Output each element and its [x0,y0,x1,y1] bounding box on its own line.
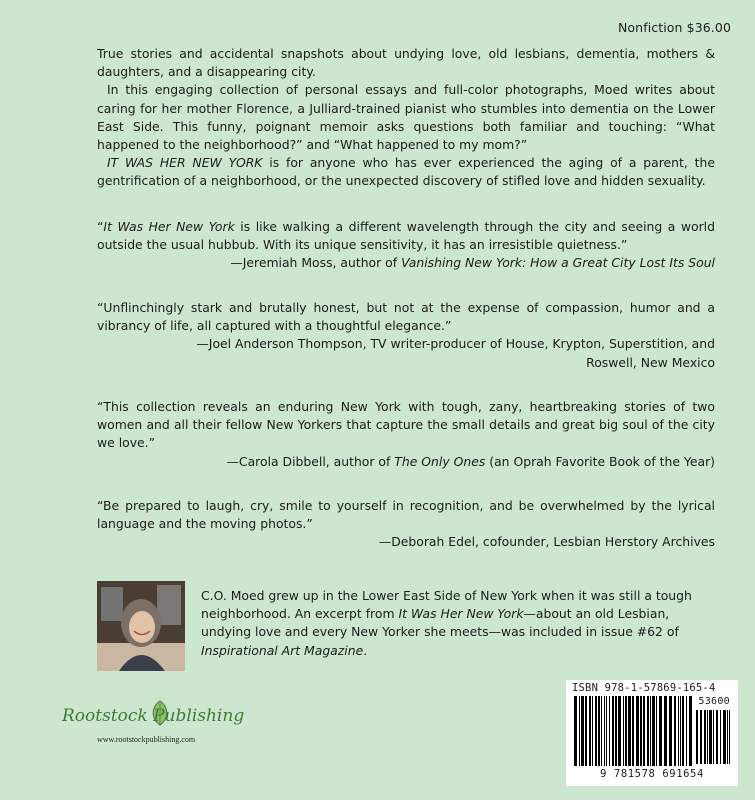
quote-text: “Be prepared to laugh, cry, smile to yourself in recognition, and be overwhelmed by the lyrical language and the moving photos.” [97,498,715,532]
barcode-bar [686,696,687,766]
barcode-bar [623,696,624,766]
barcode-bar [632,696,634,766]
barcode-bar [592,696,593,766]
barcode-addon-bars [696,710,732,764]
barcode-bar [652,696,655,766]
publisher-url: www.rootstockpublishing.com [97,735,196,744]
isbn-barcode [566,680,738,786]
publisher-name: Rootstock Publishing [62,706,245,726]
barcode-bar [650,696,651,766]
author-photo [97,581,185,671]
publisher-logo [62,700,262,748]
barcode-bar [700,710,702,764]
barcode-bar [664,696,667,766]
blurb-quote-moss [97,218,715,273]
barcode-bar [640,696,642,766]
barcode-bar [643,696,645,766]
barcode-bar [609,696,610,766]
barcode-bar [696,710,698,764]
barcode-bar [589,696,591,766]
barcode-bar [709,710,712,764]
barcode-bar [598,696,600,766]
barcode-bar [689,696,692,766]
barcode-bar [628,696,631,766]
barcode-bar [656,696,657,766]
barcode-bar [678,696,679,766]
author-portrait-image [97,581,185,671]
barcode-bar [713,710,714,764]
barcode-bar [720,710,721,764]
quote-text: “Unflinchingly stark and brutally honest, but not at the expense of compassion, humor and a vibrancy of life, all captured with a thoughtful elegance.” [97,300,715,334]
barcode-bar [585,696,587,766]
barcode-bar [723,710,726,764]
barcode-bar [636,696,639,766]
barcode-bar [606,696,607,766]
barcode-bar [604,696,605,766]
barcode-bar [615,696,617,766]
author-bio-text: C.O. Moed grew up in the Lower East Side of New York when it was still a tough neighborhood. An excerpt from It Was Her New York—about an old Lesbian, undying love and every New Yorker she meets—was included in issue #62 of Inspirational Art Magazine. [201,588,692,658]
price-label: Nonfiction $36.00 [617,20,731,35]
price-code: 53600 [698,696,730,707]
barcode-bar [579,696,580,766]
book-title-caps: IT WAS HER NEW YORK [107,155,263,171]
book-description [97,45,715,191]
barcode-bar [729,710,730,764]
quote-attribution-line-2: Roswell, New Mexico [586,354,715,370]
barcode-bar [601,696,602,766]
blurb-quote-thompson [97,299,715,372]
barcode-bar [581,696,584,766]
quote-attribution: —Jeremiah Moss, author of Vanishing New York: How a Great City Lost Its Soul [230,255,715,271]
barcode-bar [595,696,597,766]
barcode-bar [680,696,681,766]
blurb-quote-dibbell [97,398,715,471]
barcode-digits: 9 781578 691654 [600,768,704,780]
quote-attribution: —Deborah Edel, cofounder, Lesbian Herstory Archives [378,534,715,550]
author-bio [201,587,711,660]
description-paragraph-2: In this engaging collection of personal essays and full-color photographs, Moed writes about caring for her mother Florence, a Julliard-trained pianist who stumbles into dementia on the Lower East Side. This funny, poignant memoir asks questions both familiar and touching: “What happened to the neighborhood?” and “What happened to my mom?” [97,82,715,153]
barcode-bar [674,696,676,766]
barcode-bar [707,710,708,764]
description-paragraph-1: True stories and accidental snapshots about undying love, old lesbians, dementia, mothers & daughters, and a disappearing city. [97,46,715,80]
barcode-bars [574,696,694,766]
barcode-bar [574,696,577,766]
barcode-bar [682,696,684,766]
barcode-bar [669,696,672,766]
barcode-bar [618,696,621,766]
isbn-label: ISBN 978-1-57869-165-4 [572,682,716,694]
quote-text: “It Was Her New York is like walking a different wavelength through the city and seeing a world outside the usual hubbub. With its unique sensitivity, it has an irresistible quietness.” [97,219,715,253]
barcode-bar [716,710,718,764]
quote-attribution: —Carola Dibbell, author of The Only Ones (an Oprah Favorite Book of the Year) [226,453,715,469]
barcode-bar [625,696,627,766]
quote-attribution-line-1: —Joel Anderson Thompson, TV writer-producer of House, Krypton, Superstition, and [196,336,715,352]
description-paragraph-3: IT WAS HER NEW YORK is for anyone who has ever experienced the aging of a parent, the gentrification of a neighborhood, or the unexpected discovery of stifled love and hidden sexuality. [97,155,715,189]
barcode-bar [612,696,614,766]
blurb-quote-edel [97,497,715,552]
barcode-bar [659,696,662,766]
barcode-bar [704,710,706,764]
barcode-bar [727,710,728,764]
quote-text: “This collection reveals an enduring New York with tough, zany, heartbreaking stories of two women and all their fellow New Yorkers that capture the small details and great big soul of the city we love.” [97,399,715,451]
barcode-bar [647,696,649,766]
